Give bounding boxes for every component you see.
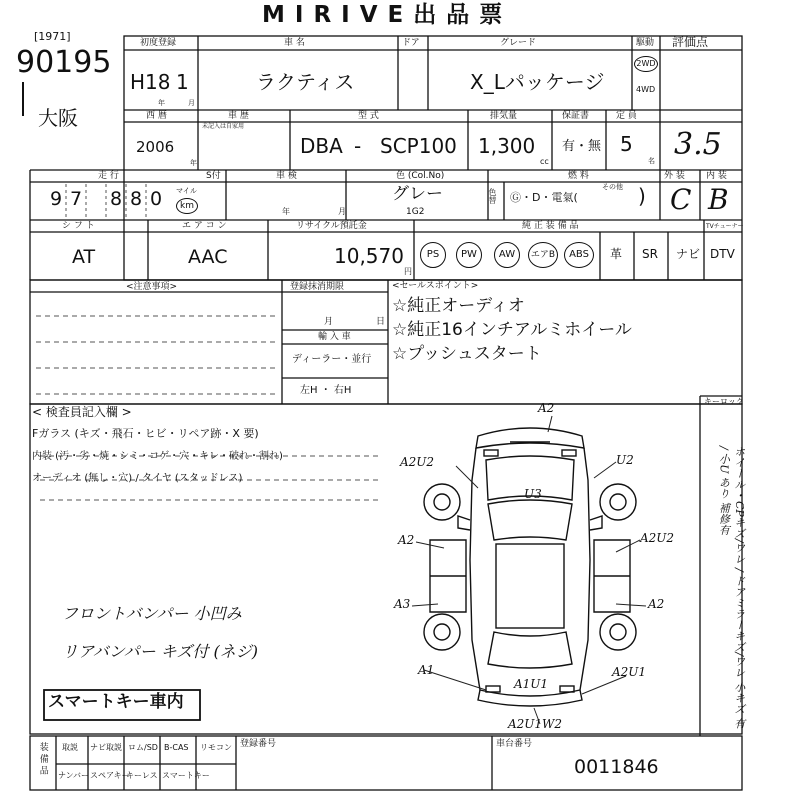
acc-rom-sd: ロム/SD: [128, 743, 158, 752]
diagram-label-right-low: A2: [648, 597, 665, 611]
selling-point-3: ☆プッシュスタート: [392, 344, 542, 364]
diagram-label-bl: A1: [418, 663, 435, 677]
value-exterior-grade: C: [670, 183, 692, 216]
diagram-label-roof: U3: [524, 487, 542, 501]
label-chassis: 車台番号: [496, 739, 533, 749]
label-interior: 内 装: [706, 171, 727, 181]
handwritten-note-1: フロントバンパー 小凹み: [62, 604, 242, 623]
equip-abs: ABS: [564, 242, 594, 268]
handwritten-right-column: ホイール・CPキズ/ワレ / ドアミラーキズ/ワレ 小キズ 有 / 小U あり 補修有: [717, 446, 746, 729]
unit-year: 年: [158, 99, 165, 107]
model-dash: -: [354, 134, 362, 158]
label-aircon: エ ア コ ン: [182, 221, 227, 231]
unit-yen: 円: [404, 267, 412, 276]
mileage-digit-3: 8: [110, 188, 123, 210]
label-handle: 左H ・ 右H: [300, 385, 352, 396]
label-history-note: 未記入は自家用: [202, 123, 245, 130]
value-shift: AT: [72, 246, 96, 268]
label-fuel-other: その他: [602, 183, 623, 191]
label-notes: <注意事項>: [126, 282, 178, 292]
label-car-name: 車 名: [284, 38, 305, 48]
acc-bcas: B-CAS: [164, 743, 189, 752]
label-selling-points: <セールスポイント>: [392, 281, 479, 291]
label-capacity: 定 員: [616, 111, 637, 121]
label-exterior: 外 装: [664, 171, 685, 181]
equip-leather: 革: [610, 247, 623, 261]
label-displacement: 排気量: [490, 111, 518, 121]
inspection-interior: 内装 (汚・劣・焼・シミ・コゲ・穴・キレ・破れ・割れ): [32, 451, 283, 462]
value-interior-grade: B: [708, 183, 729, 216]
value-year-western: 2006: [136, 138, 175, 156]
value-recycle-fee: 10,570: [334, 244, 404, 268]
mileage-digit-2: 7: [70, 188, 83, 210]
acc-manual: 取説: [62, 743, 78, 752]
value-warranty: 有・無: [562, 139, 602, 154]
label-inspector: < 検査員記入欄 >: [32, 405, 132, 419]
selling-point-2: ☆純正16インチアルミホイール: [392, 320, 632, 340]
diagram-label-bottom: A2U1W2: [508, 717, 563, 731]
label-import: 輸 入 車: [318, 332, 351, 342]
label-history: 車 歴: [228, 111, 249, 121]
label-grade: グレード: [500, 38, 537, 48]
equip-dtv: DTV: [710, 247, 735, 261]
equip-navi: ナビ: [676, 247, 701, 261]
diagram-label-left-mid: A2: [398, 533, 415, 547]
label-inspection: 車 検: [276, 171, 297, 181]
inspection-glass: Fガラス (キズ・飛石・ヒビ・リペア跡・X 要): [32, 427, 259, 440]
diagram-label-tl: A2U2: [400, 455, 435, 469]
lot-code: [1971]: [34, 30, 71, 43]
value-score: 3.5: [674, 127, 722, 162]
diagram-label-br: A2U1: [612, 665, 647, 679]
value-color: グレー: [392, 184, 443, 204]
diagram-label-right-mid: A2U2: [640, 531, 675, 545]
label-warranty: 保証書: [562, 111, 590, 121]
value-car-name: ラクティス: [256, 70, 355, 94]
label-score: 評価点: [672, 35, 709, 49]
deadline-month-unit: 月: [324, 317, 334, 327]
label-registration-deadline: 登録抹消期限: [290, 282, 345, 292]
diagram-label-left-low: A3: [394, 597, 411, 611]
acc-smart-key: スマートキー: [162, 771, 210, 780]
unit-cc: cc: [540, 157, 549, 166]
value-fuel-options: Ⓖ・D・電氣(: [510, 191, 578, 204]
label-shift: シ フ ト: [62, 221, 95, 231]
unit-person: 名: [648, 157, 655, 165]
equip-airbag: エアB: [528, 242, 558, 268]
value-capacity: 5: [620, 132, 633, 156]
label-tuner: TVチューナー: [706, 223, 744, 230]
value-era: H18: [130, 70, 171, 94]
equip-sr: SR: [642, 247, 658, 261]
label-mileage: 走 行: [98, 171, 119, 181]
label-accessories: 装 備 品: [37, 742, 48, 775]
label-western: 西 暦: [146, 111, 167, 121]
selling-point-1: ☆純正オーディオ: [392, 296, 525, 316]
deadline-day-unit: 日: [376, 317, 386, 327]
handwritten-note-2: リアバンパー キズ付 (ネジ): [62, 642, 258, 661]
diagram-label-tr: U2: [616, 453, 634, 467]
mileage-digit-1: 9: [50, 188, 63, 210]
value-model-prefix: DBA: [300, 134, 343, 158]
label-keylock: キーロック: [704, 397, 744, 406]
equip-aw: AW: [494, 242, 520, 268]
acc-spare-key: スペアキー: [90, 771, 130, 780]
inspection-audio: オーディオ (無し・穴) / タイヤ (スタッドレス): [32, 473, 243, 484]
value-aircon: AAC: [188, 246, 228, 268]
unit-mile: マイル: [176, 187, 197, 195]
acc-plate: ナンバー: [58, 771, 90, 780]
lot-number: 90195: [16, 45, 112, 80]
acc-remote: リモコン: [200, 743, 232, 752]
mileage-digit-4: 8: [130, 188, 143, 210]
lot-location: 大阪: [38, 106, 78, 130]
label-fuel: 燃 料: [568, 171, 589, 181]
label-color: 色 (Col.No): [396, 171, 445, 181]
unit-km: km: [176, 198, 198, 214]
value-displacement: 1,300: [478, 134, 536, 158]
label-reg-number: 登録番号: [240, 739, 277, 749]
label-equipment: 純 正 装 備 品: [522, 221, 579, 231]
unit-year-2: 年: [190, 159, 197, 167]
label-color-change: 色替: [488, 188, 497, 204]
value-model-code: SCP100: [380, 134, 457, 158]
inspection-year-unit: 年: [282, 207, 290, 216]
lot-mark: [22, 82, 24, 116]
diagram-label-top: A2: [538, 401, 555, 415]
value-chassis: 0011846: [574, 756, 659, 778]
fuel-close-paren: ): [638, 184, 646, 208]
drive-2wd: 2WD: [634, 56, 658, 72]
acc-navi-manual: ナビ取説: [90, 743, 122, 752]
acc-keyless: キーレス: [126, 771, 158, 780]
label-s-mark: S付: [206, 171, 221, 181]
inspection-month-unit: 月: [338, 207, 346, 216]
drive-4wd: 4WD: [636, 85, 656, 94]
value-grade: X_Lパッケージ: [470, 70, 605, 94]
label-first-reg: 初度登録: [140, 38, 177, 48]
equip-ps: PS: [420, 242, 446, 268]
handwritten-stamp: スマートキー車内: [48, 692, 184, 712]
label-door: ドア: [402, 38, 420, 48]
value-color-no: 1G2: [406, 207, 425, 217]
label-model: 型 式: [358, 111, 379, 121]
label-dealer: ディーラー・並行: [292, 354, 372, 365]
mileage-digit-5: 0: [150, 188, 163, 210]
label-recycle: リサイクル預託金: [296, 221, 367, 231]
form-title: M I R I V E 出 品 票: [262, 2, 504, 28]
equip-pw: PW: [456, 242, 482, 268]
car-diagram: [424, 428, 636, 706]
diagram-label-rear: A1U1: [514, 677, 549, 691]
unit-month: 月: [188, 99, 195, 107]
label-drive: 駆動: [636, 38, 655, 48]
value-month: 1: [176, 70, 189, 94]
